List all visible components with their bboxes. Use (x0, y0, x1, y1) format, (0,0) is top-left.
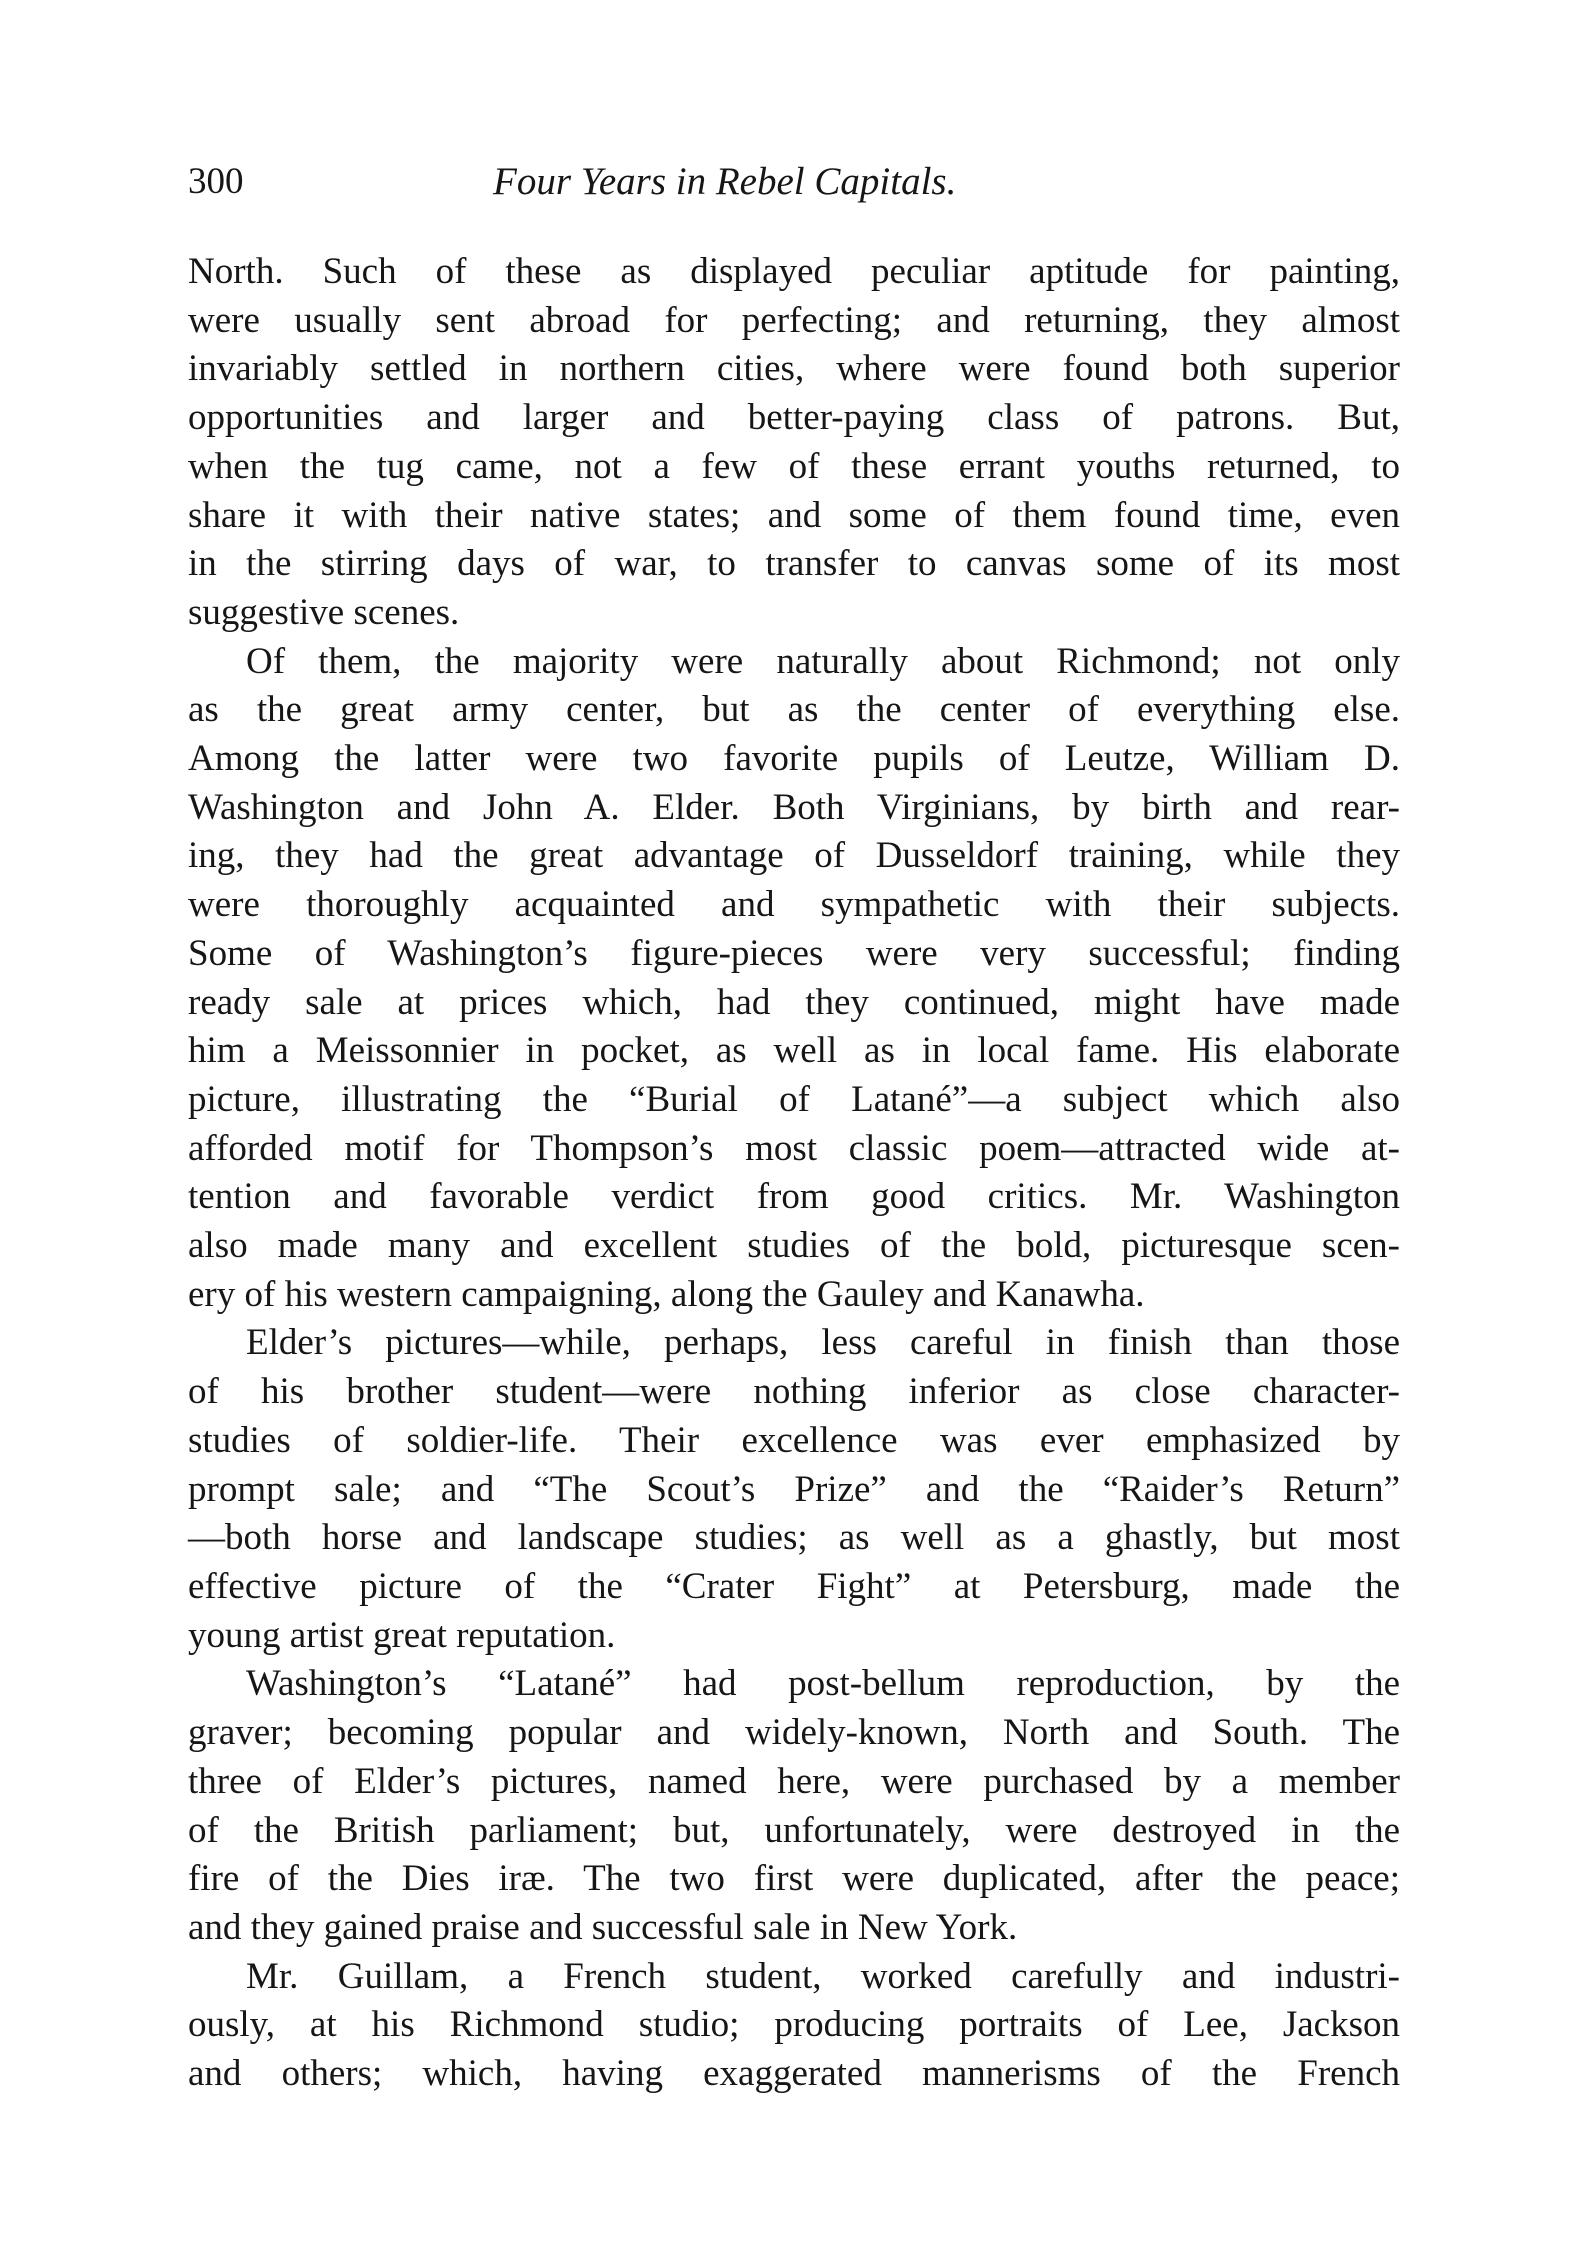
text-line: Elder’s pictures—while, perhaps, less careful in finish than those (246, 1322, 1400, 1364)
text-line: and they gained praise and successful sale in New York. (188, 1906, 1018, 1948)
text-line: young artist great reputation. (188, 1614, 616, 1656)
text-line: as the great army center, but as the center of everything else. (188, 689, 1400, 731)
text-line: tention and favorable verdict from good critics. Mr. Washington (188, 1176, 1400, 1218)
text-line: suggestive scenes. (188, 591, 460, 633)
text-line: share it with their native states; and some of them found time, even (188, 494, 1400, 536)
text-line: Some of Washington’s figure-pieces were very successful; finding (188, 932, 1400, 974)
text-line: him a Meissonnier in pocket, as well as in local fame. His elaborate (188, 1030, 1400, 1072)
text-line: ing, they had the great advantage of Dusseldorf training, while they (188, 835, 1400, 877)
text-line: when the tug came, not a few of these errant youths returned, to (188, 445, 1400, 487)
text-line: ready sale at prices which, had they continued, might have made (188, 981, 1400, 1023)
paragraph (188, 1319, 1400, 1660)
text-line: Among the latter were two favorite pupils of Leutze, William D. (188, 738, 1400, 780)
text-line: Mr. Guillam, a French student, worked carefully and industri- (246, 1955, 1400, 1997)
text-line: studies of soldier-life. Their excellence was ever emphasized by (188, 1419, 1400, 1461)
text-line: also made many and excellent studies of the bold, picturesque scen- (188, 1225, 1400, 1267)
text-line: graver; becoming popular and widely-known, North and South. The (188, 1712, 1400, 1754)
text-line: Of them, the majority were naturally about Richmond; not only (246, 640, 1400, 682)
text-line: invariably settled in northern cities, where were found both superior (188, 348, 1400, 390)
text-line: Washington and John A. Elder. Both Virginians, by birth and rear- (188, 786, 1400, 828)
paragraph (188, 638, 1400, 1320)
paragraph (188, 1953, 1400, 2099)
paragraph (188, 1660, 1400, 1952)
text-line: picture, illustrating the “Burial of Latané”—a subject which also (188, 1078, 1400, 1120)
text-line: opportunities and larger and better-paying class of patrons. But, (188, 397, 1400, 439)
text-line: three of Elder’s pictures, named here, were purchased by a member (188, 1760, 1400, 1802)
text-line: in the stirring days of war, to transfer to canvas some of its most (188, 543, 1400, 585)
text-line: effective picture of the “Crater Fight” at Petersburg, made the (188, 1565, 1400, 1607)
text-line: afforded motif for Thompson’s most classic poem—attracted wide at- (188, 1127, 1400, 1169)
text-line: and others; which, having exaggerated mannerisms of the French (188, 2053, 1400, 2095)
text-line: ously, at his Richmond studio; producing portraits of Lee, Jackson (188, 2004, 1400, 2046)
text-line: were thoroughly acquainted and sympathetic with their subjects. (188, 884, 1400, 926)
text-line: ery of his western campaigning, along the Gauley and Kanawha. (188, 1273, 1145, 1315)
text-line: were usually sent abroad for perfecting; and returning, they almost (188, 299, 1400, 341)
text-line: Washington’s “Latané” had post-bellum reproduction, by the (246, 1663, 1400, 1705)
paragraph (188, 248, 1400, 638)
page-header (188, 152, 1400, 212)
page-number: 300 (188, 161, 244, 202)
text-line: of the British parliament; but, unfortunately, were destroyed in the (188, 1809, 1400, 1851)
body-text (188, 248, 1400, 2099)
text-line: fire of the Dies iræ. The two first were duplicated, after the peace; (188, 1858, 1400, 1900)
text-line: —both horse and landscape studies; as well as a ghastly, but most (188, 1517, 1400, 1559)
text-line: North. Such of these as displayed peculiar aptitude for painting, (188, 251, 1400, 292)
text-line: prompt sale; and “The Scout’s Prize” and the “Raider’s Return” (188, 1468, 1400, 1510)
text-line: of his brother student—were nothing inferior as close character- (188, 1371, 1400, 1413)
running-title: Four Years in Rebel Capitals. (493, 160, 957, 203)
